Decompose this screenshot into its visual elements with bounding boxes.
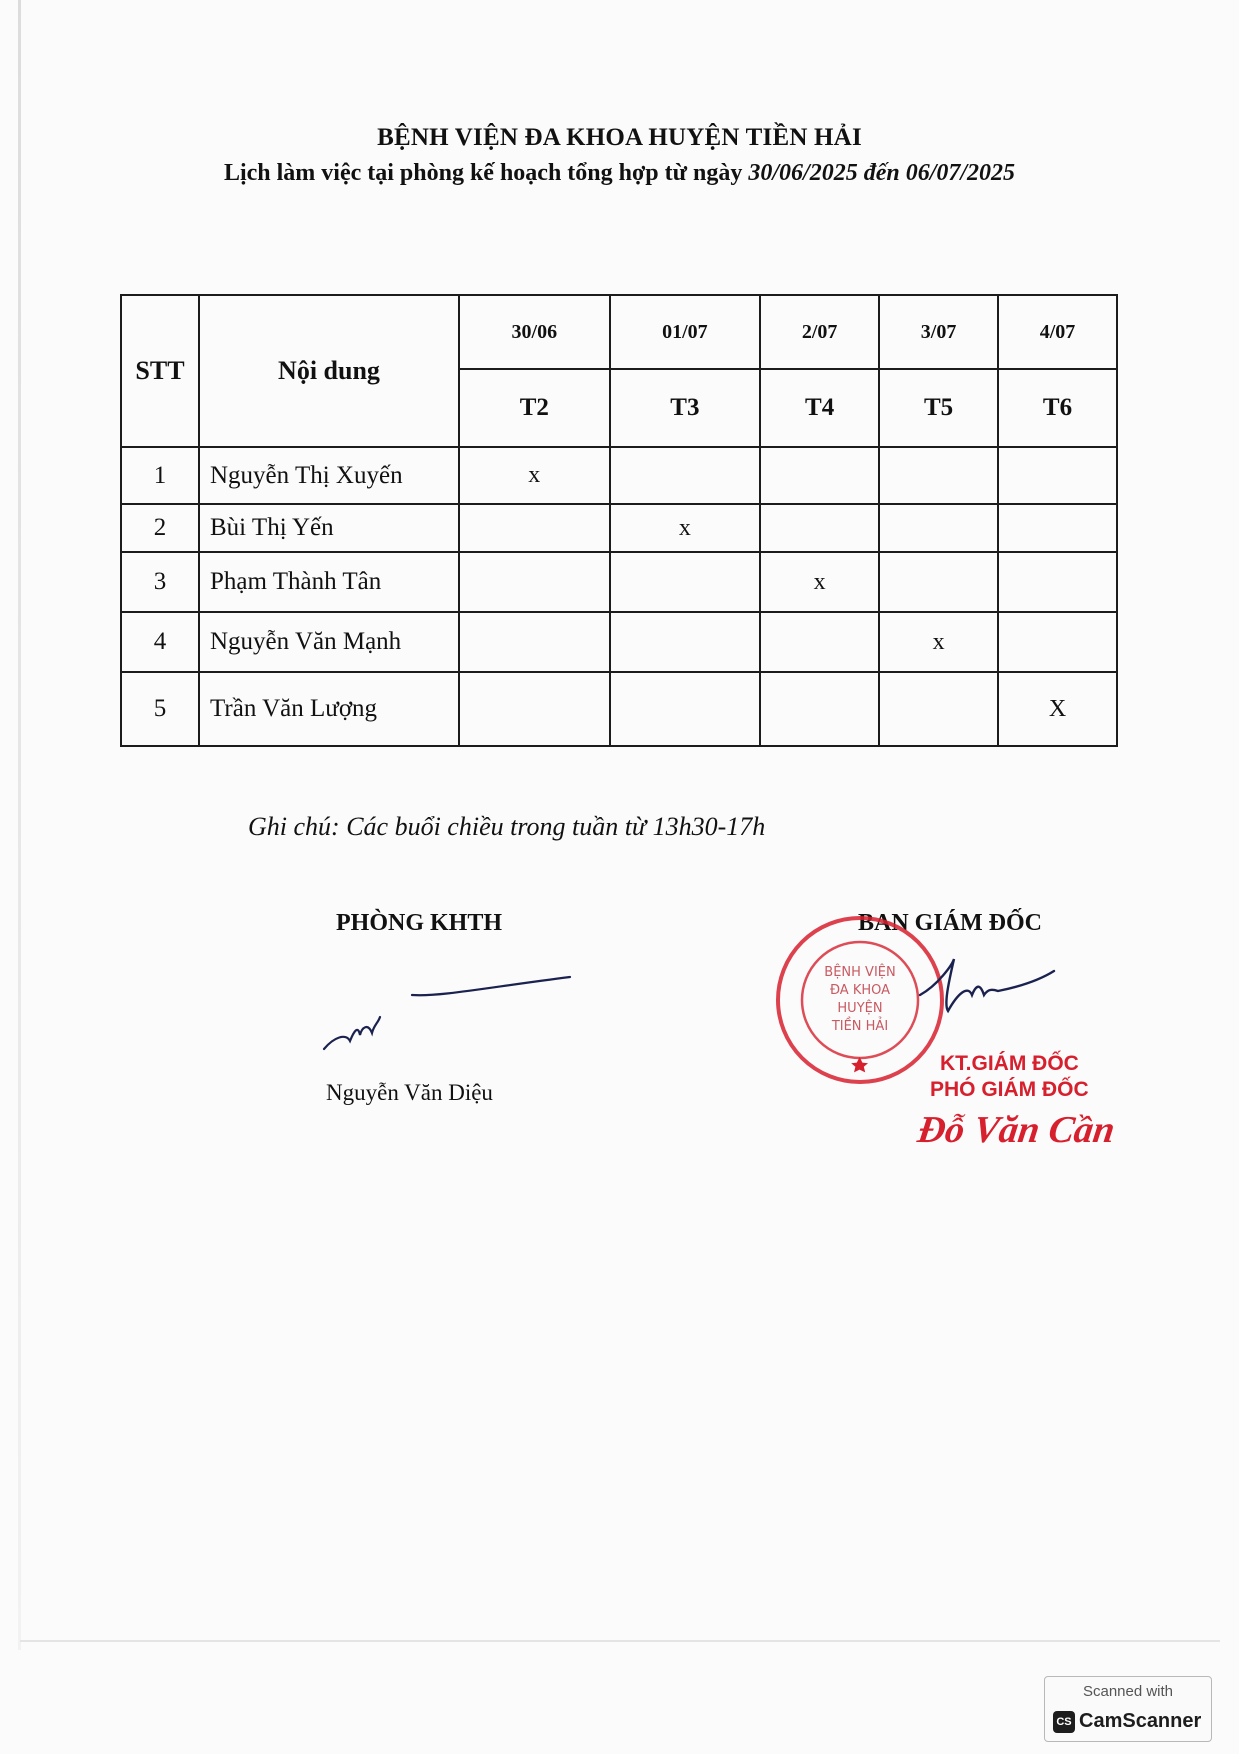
seal-line: TIỀN HẢI [831,1019,889,1034]
row-mark: x [760,552,879,612]
row-mark [610,447,761,504]
row-mark [459,672,610,746]
table-row [121,447,1117,504]
row-mark [998,612,1117,672]
row-name: Phạm Thành Tân [199,552,459,612]
schedule-table [120,294,1118,747]
header-day: T2 [459,369,610,447]
table-row [121,504,1117,552]
row-name: Trần Văn Lượng [199,672,459,746]
row-stt: 3 [121,552,199,612]
vice-director-label: PHÓ GIÁM ĐỐC [930,1078,1089,1101]
badge-top-text: Scanned with [1082,1683,1174,1700]
scan-edge [18,0,21,1650]
row-name: Bùi Thị Yến [199,504,459,552]
row-name: Nguyễn Văn Mạnh [199,612,459,672]
row-mark [610,672,761,746]
header-day: T6 [998,369,1117,447]
left-signature-title: PHÒNG KHTH [336,910,503,936]
row-stt: 2 [121,504,199,552]
right-signer-name: Đỗ Văn Cần [915,1109,1118,1151]
header-date: 4/07 [998,295,1117,369]
row-mark [879,504,998,552]
seal-line: ĐA KHOA [829,983,891,998]
header-date: 3/07 [879,295,998,369]
header-day: T3 [610,369,761,447]
row-stt: 5 [121,672,199,746]
subtitle-text: Lịch làm việc tại phòng kế hoạch tổng hợp từ ngày [223,160,743,186]
row-mark [459,612,610,672]
document-title: BỆNH VIỆN ĐA KHOA HUYỆN TIỀN HẢI [377,124,862,151]
note-text: Ghi chú: Các buổi chiều trong tuần từ 13h30-17h [248,812,766,841]
camscanner-logo-icon: CS [1053,1711,1075,1733]
header-day: T5 [879,369,998,447]
row-mark [459,552,610,612]
row-mark: x [610,504,761,552]
row-mark: x [459,447,610,504]
seal-line: HUYỆN [837,1001,883,1016]
row-mark [879,552,998,612]
row-mark [760,447,879,504]
table-row [121,672,1117,746]
row-mark [879,672,998,746]
document-subtitle [0,160,1239,187]
camscanner-badge [1044,1676,1212,1742]
row-stt: 4 [121,612,199,672]
row-mark: X [998,672,1117,746]
scan-bottom-edge [20,1640,1220,1642]
date-range: 30/06/2025 đến 06/07/2025 [748,160,1016,186]
header-stt: STT [121,295,199,447]
row-mark [760,672,879,746]
header-date: 01/07 [610,295,761,369]
director-signature-icon [918,955,1058,1025]
left-signer-name: Nguyễn Văn Diệu [326,1080,493,1105]
right-signature-title: BAN GIÁM ĐỐC [858,910,1042,936]
row-stt: 1 [121,447,199,504]
deputy-director-label: KT.GIÁM ĐỐC [940,1052,1079,1075]
table-header-dates [121,295,1117,369]
row-mark [998,447,1117,504]
row-mark [610,552,761,612]
row-name: Nguyễn Thị Xuyến [199,447,459,504]
seal-line: BỆNH VIỆN [824,965,896,980]
table-row [121,612,1117,672]
row-mark [998,552,1117,612]
header-day: T4 [760,369,879,447]
row-mark [459,504,610,552]
header-date: 2/07 [760,295,879,369]
row-mark [998,504,1117,552]
header-date: 30/06 [459,295,610,369]
table-row [121,552,1117,612]
row-mark [760,612,879,672]
row-mark [760,504,879,552]
header-content: Nội dung [199,295,459,447]
badge-brand-name: CamScanner [1079,1710,1202,1732]
row-mark: x [879,612,998,672]
handwritten-signature-icon [320,975,580,1055]
row-mark [879,447,998,504]
row-mark [610,612,761,672]
